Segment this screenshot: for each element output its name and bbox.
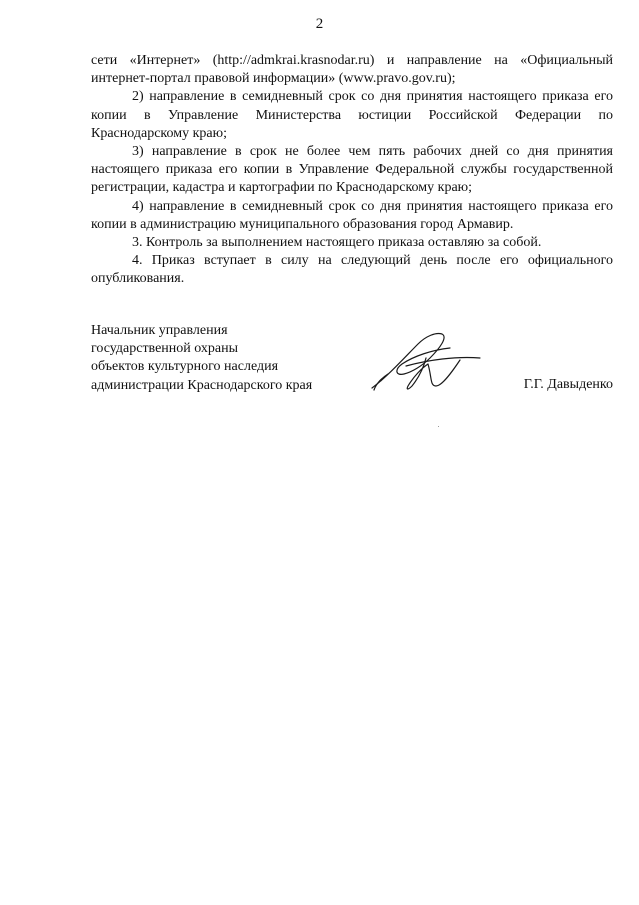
scan-speck <box>438 426 439 427</box>
signer-position-line: администрации Краснодарского края <box>91 377 313 393</box>
handwritten-signature <box>366 328 482 394</box>
signer-position-line: Начальник управления <box>91 323 228 338</box>
paragraph-control: 3. Контроль за выполнением настоящего приказа оставляю за собой. <box>132 235 542 251</box>
paragraph-continuation: сети «Интернет» (http://admkrai.krasnodar.ru) и направление на «Официальный интернет-портал правовой информации» (www.pravo.gov.ru); <box>91 53 613 87</box>
paragraph-item-4: 4) направление в семидневный срок со дня принятия настоящего приказа его копии в администрацию муниципального образования город Армавир. <box>91 198 613 232</box>
page-number: 2 <box>315 16 324 32</box>
paragraph-item-2: 2) направление в семидневный срок со дня принятия настоящего приказа его копии в Управление Министерства юстиции Российской Федерации по Краснодарскому краю; <box>91 89 613 141</box>
paragraph-item-3: 3) направление в срок не более чем пять рабочих дней со дня принятия настоящего приказа его копии в Управление Федеральной службы государственной регистрации, кадастра и картографии по Краснодарскому краю; <box>91 144 613 196</box>
paragraph-effective-date: 4. Приказ вступает в силу на следующий день после его официального опубликования. <box>91 253 613 287</box>
signer-position-line: государственной охраны <box>91 341 239 357</box>
signer-name: Г.Г. Давыденко <box>523 377 613 392</box>
document-body <box>91 52 613 289</box>
signer-position <box>91 322 312 395</box>
signer-position-line: объектов культурного наследия <box>91 359 279 375</box>
